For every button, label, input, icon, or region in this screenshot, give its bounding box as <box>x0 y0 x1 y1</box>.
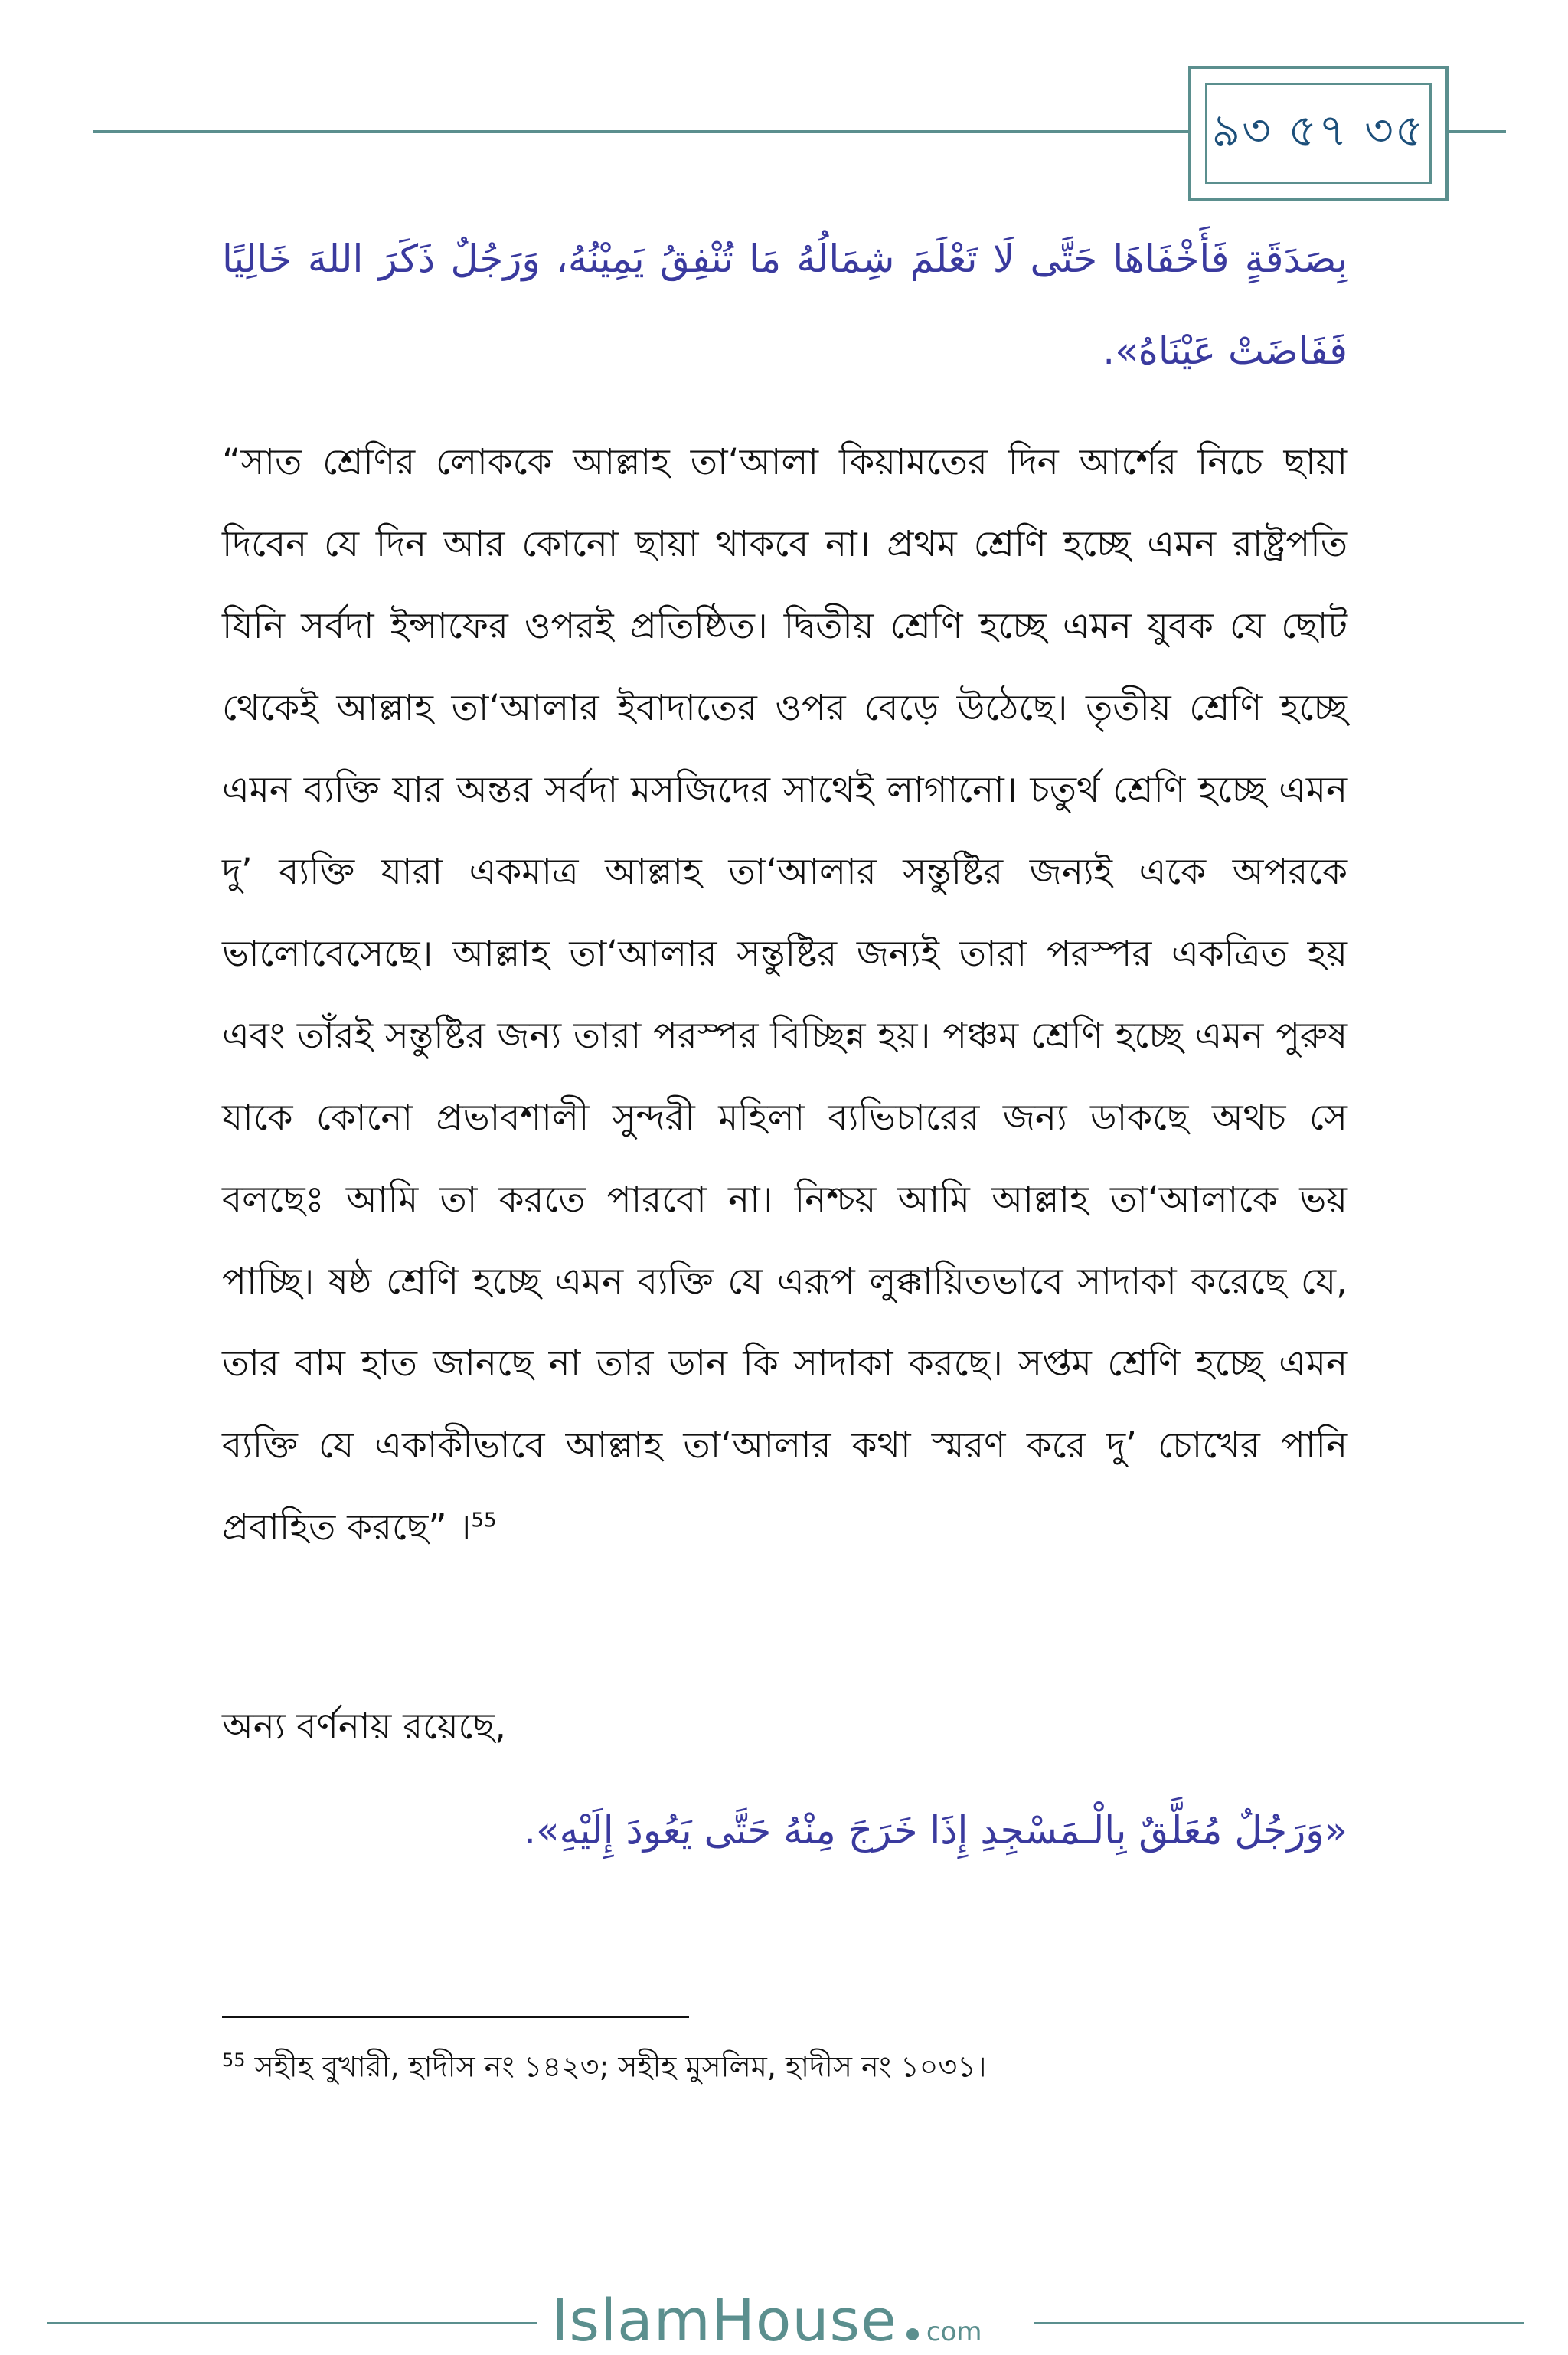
footer-rule-left <box>47 2322 537 2324</box>
translation-text: “সাত শ্রেণির লোককে আল্লাহ তা‘আলা কিয়ামতের দিন আর্শের নিচে ছায়া দিবেন যে দিন আর কোনো ছায়া থাকবে না। প্রথম শ্রেণি হচ্ছে এমন রাষ্ট্রপতি যিনি সর্বদা ইন্সাফের ওপরই প্রতিষ্ঠিত। দ্বিতীয় শ্রেণি হচ্ছে এমন যুবক যে ছোট থেকেই আল্লাহ তা‘আলার ইবাদাতের ওপর বেড়ে উঠেছে। তৃতীয় শ্রেণি হচ্ছে এমন ব্যক্তি যার অন্তর সর্বদা মসজিদের সাথেই লাগানো। চতুর্থ শ্রেণি হচ্ছে এমন দু’ ব্যক্তি যারা একমাত্র আল্লাহ তা‘আলার সন্তুষ্টির জন্যই একে অপরকে ভালোবেসেছে। আল্লাহ তা‘আলার সন্তুষ্টির জন্যই তারা পরস্পর একত্রিত হয় এবং তাঁরই সন্তুষ্টির জন্য তারা পরস্পর বিচ্ছিন্ন হয়। পঞ্চম শ্রেণি হচ্ছে এমন পুরুষ যাকে কোনো প্রভাবশালী সুন্দরী মহিলা ব্যভিচারের জন্য ডাকছে অথচ সে বলছেঃ আমি তা করতে পারবো না। নিশ্চয় আমি আল্লাহ তা‘আলাকে ভয় পাচ্ছি। ষষ্ঠ শ্রেণি হচ্ছে এমন ব্যক্তি যে এরূপ লুক্কায়িতভাবে সাদাকা করেছে যে, তার বাম হাত জানছে না তার ডান কি সাদাকা করছে। সপ্তম শ্রেণি হচ্ছে এমন ব্যক্তি যে একাকীভাবে আল্লাহ তা‘আলার কথা স্মরণ করে দু’ চোখের পানি প্রবাহিত করছে” । <box>222 441 1348 1549</box>
footer-rule-right <box>1034 2322 1524 2324</box>
arabic-hadith-bottom: «وَرَجُلٌ مُعَلَّقٌ بِالْـمَسْجِدِ إِذَا خَرَجَ مِنْهُ حَتَّى يَعُودَ إِلَيْهِ». <box>524 1808 1348 1853</box>
footnote-text: সহীহ বুখারী, হাদীস নং ১৪২৩; সহীহ মুসলিম, হাদীস নং ১০৩১। <box>245 2049 987 2084</box>
page-number: ৯৩ ৫৭ ৩৫ <box>1205 83 1432 184</box>
translation-paragraph <box>222 421 1348 1568</box>
logo-domain: com <box>926 2317 982 2347</box>
footnote-reference[interactable]: 55 <box>471 1509 497 1532</box>
islamhouse-logo[interactable] <box>551 2286 982 2355</box>
logo-dot-icon <box>906 2328 919 2340</box>
page-number-frame <box>1188 66 1449 201</box>
footnote-divider <box>222 2016 689 2018</box>
other-narration-label: অন্য বর্ণনায় রয়েছে, <box>222 1706 506 1748</box>
arabic-hadith-top: بِصَدَقَةٍ فَأَخْفَاهَا حَتَّى لَا تَعْلَمَ شِمَالُهُ مَا تُنْفِقُ يَمِيْنُهُ، وَرَجُلٌ ذَكَرَ اللهَ خَالِيًا فَفَاضَتْ عَيْنَاهُ». <box>222 237 1348 373</box>
footnote <box>222 2037 986 2090</box>
footnote-number: 55 <box>222 2049 246 2071</box>
logo-wordmark: IslamHouse <box>551 2286 897 2354</box>
